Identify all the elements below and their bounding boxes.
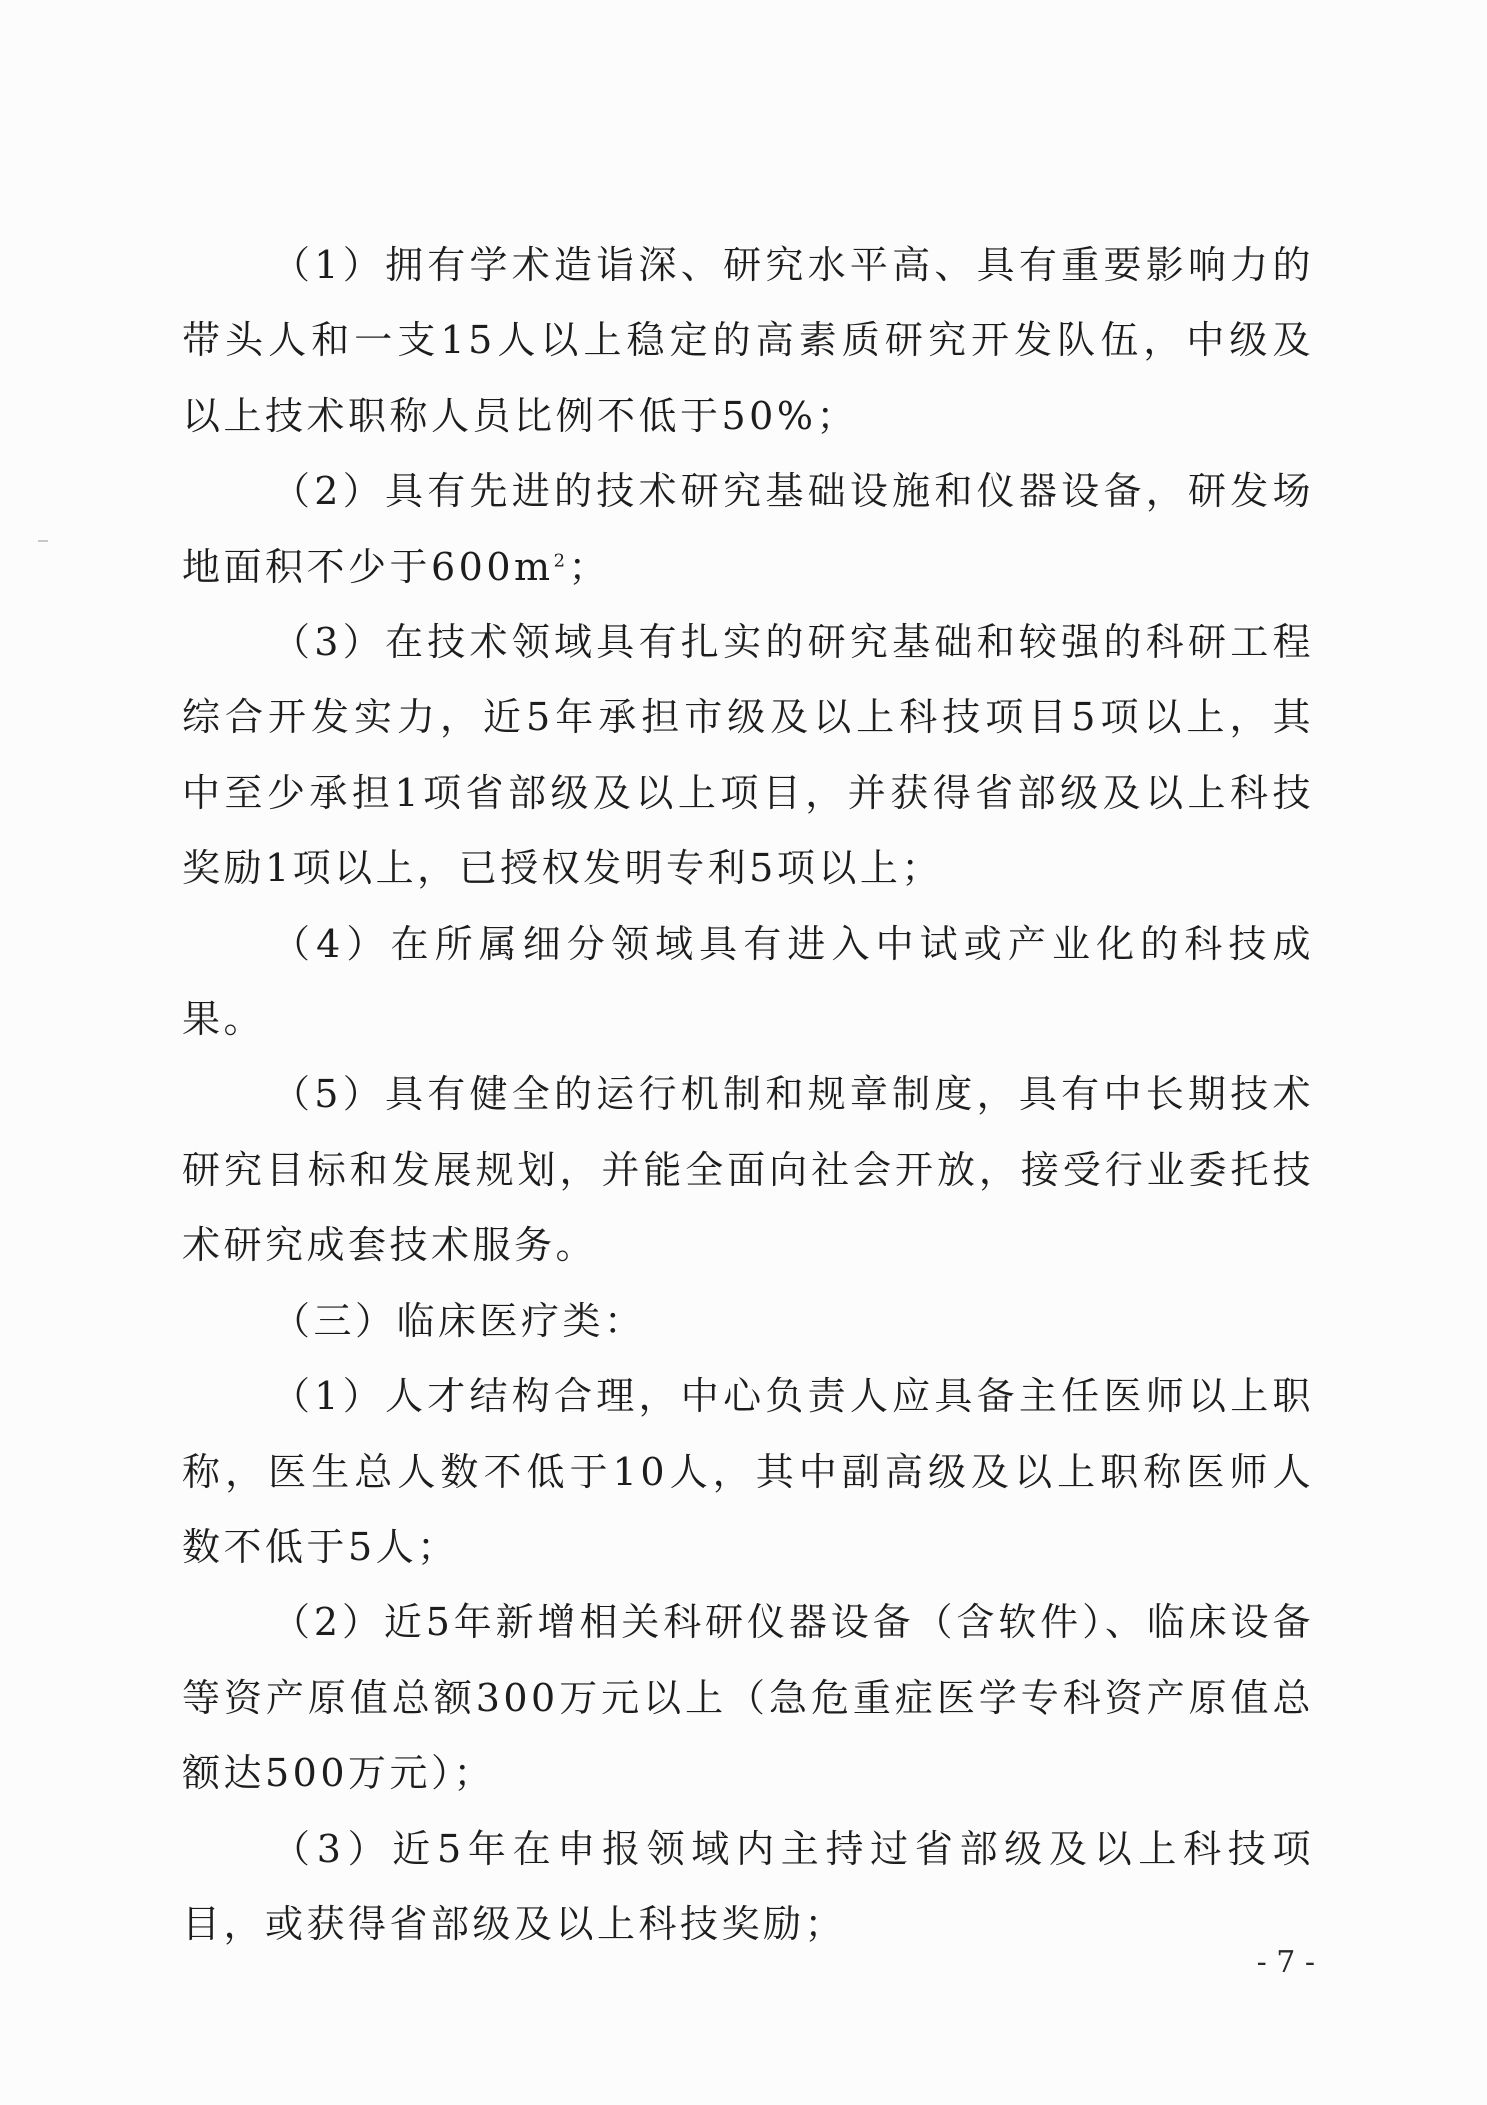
superscript-square: 2 bbox=[553, 549, 569, 571]
paragraph-7: （2）近5年新增相关科研仪器设备（含软件）、临床设备等资产原值总额300万元以上（急危重症医学专科资产原值总额达500万元）； bbox=[182, 1600, 1314, 1796]
document-body bbox=[182, 228, 1314, 1962]
paragraph-8: （3）近5年在申报领域内主持过省部级及以上科技项目，或获得省部级及以上科技奖励； bbox=[182, 1826, 1314, 1946]
paragraph-2-tail: ； bbox=[568, 544, 611, 589]
paragraph-5: （5）具有健全的运行机制和规章制度，具有中长期技术研究目标和发展规划，并能全面向社会开放，接受行业委托技术研究成套技术服务。 bbox=[182, 1072, 1314, 1268]
paragraph-6: （1）人才结构合理，中心负责人应具备主任医师以上职称，医生总人数不低于10人，其中副高级及以上职称医师人数不低于5人； bbox=[182, 1374, 1314, 1569]
page-number: - 7 - bbox=[1256, 1945, 1315, 1980]
paragraph-2-text: （2）具有先进的技术研究基础设施和仪器设备，研发场地面积不少于600m bbox=[182, 469, 1314, 589]
scan-artifact bbox=[38, 540, 48, 542]
section-heading-clinical: （三）临床医疗类： bbox=[272, 1298, 646, 1343]
paragraph-1: （1）拥有学术造诣深、研究水平高、具有重要影响力的带头人和一支15人以上稳定的高素质研究开发队伍，中级及以上技术职称人员比例不低于50%； bbox=[182, 243, 1314, 438]
paragraph-3: （3）在技术领域具有扎实的研究基础和较强的科研工程综合开发实力，近5年承担市级及以上科技项目5项以上，其中至少承担1项省部级及以上项目，并获得省部级及以上科技奖励1项以上，已授权发明专利5项以上； bbox=[182, 620, 1314, 891]
paragraph-4: （4）在所属细分领域具有进入中试或产业化的科技成果。 bbox=[182, 921, 1314, 1042]
paragraph-2 bbox=[182, 454, 1314, 605]
